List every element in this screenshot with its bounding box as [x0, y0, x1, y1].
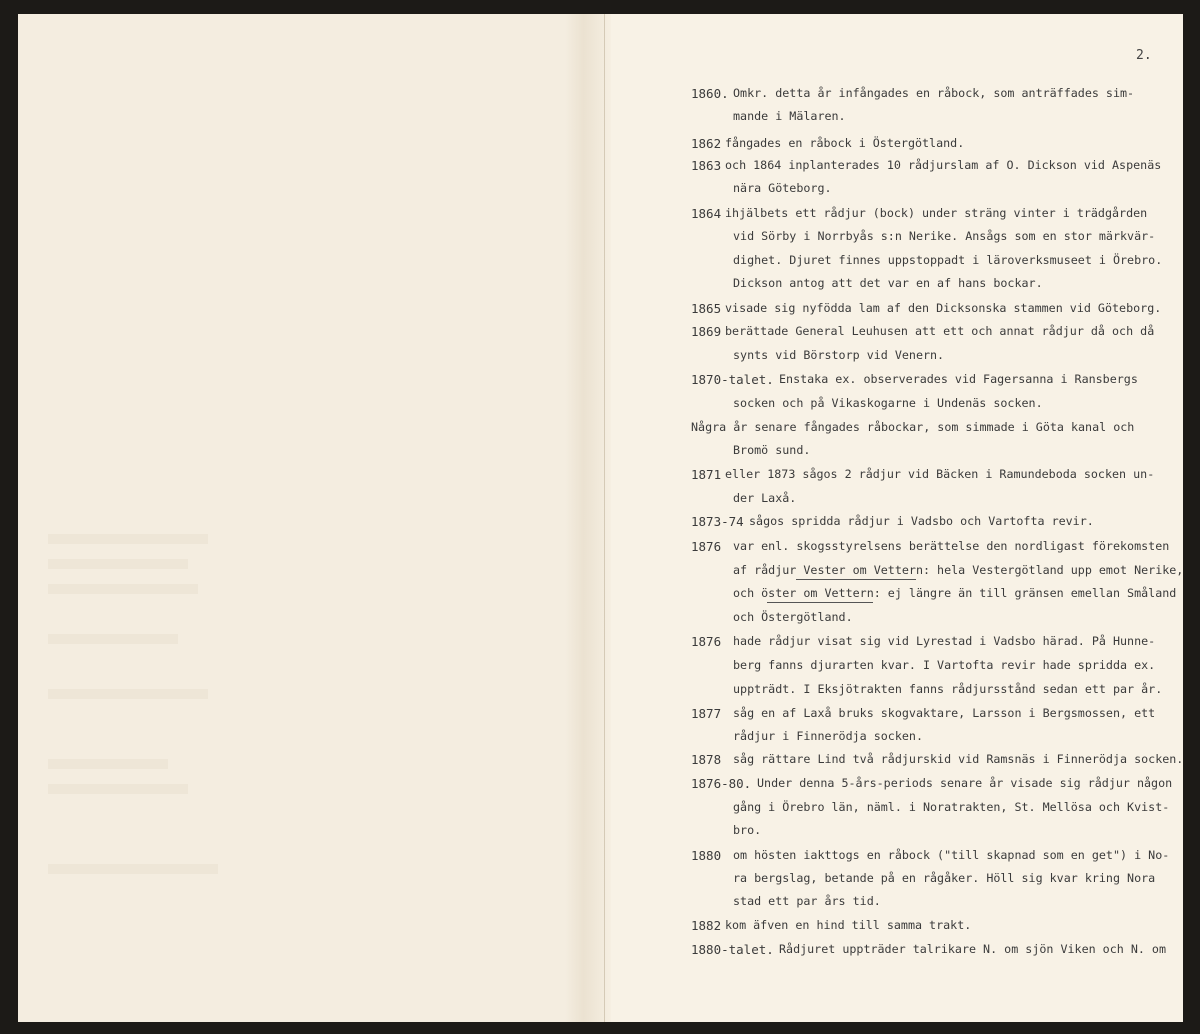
entry-line: der Laxå. [733, 491, 797, 505]
entry-line: Omkr. detta år infångades en råbock, som anträffades sim- [733, 86, 1135, 100]
entry-line: synts vid Börstorp vid Venern. [733, 348, 945, 362]
entry-line: Några år senare fångades råbockar, som simmade i Göta kanal och [691, 420, 1135, 434]
entry-line: fångades en råbock i Östergötland. [725, 136, 965, 150]
entry-year: 1877 [691, 706, 722, 721]
underline-oster-om-vettern [767, 602, 873, 603]
entry-line: och Östergötland. [733, 610, 853, 624]
entry-year: 1882 [691, 918, 722, 933]
entry-line: berättade General Leuhusen att ett och annat rådjur då och då [725, 324, 1155, 338]
entry-line: Under denna 5-års-periods senare år visade sig rådjur någon [757, 776, 1173, 790]
left-page-blank [18, 14, 574, 1022]
entry-line: Dickson antog att det var en af hans bockar. [733, 276, 1043, 290]
entry-year: 1862 [691, 136, 722, 151]
entry-line: Rådjuret uppträder talrikare N. om sjön Viken och N. om [779, 942, 1167, 956]
entry-year: 1878 [691, 752, 722, 767]
entry-year: 1873-74 [691, 514, 744, 529]
entry-line: vid Sörby i Norrbyås s:n Nerike. Ansågs som en stor märkvär- [733, 229, 1156, 243]
entry-line: berg fanns djurarten kvar. I Vartofta revir hade spridda ex. [733, 658, 1156, 672]
entry-line: socken och på Vikaskogarne i Undenäs socken. [733, 396, 1043, 410]
entry-line: och 1864 inplanterades 10 rådjurslam af O. Dickson vid Aspenäs [725, 158, 1162, 172]
entry-line: mande i Mälaren. [733, 109, 846, 123]
entry-line: ra bergslag, betande på en rågåker. Höll sig kvar kring Nora [733, 871, 1156, 885]
entry-line: sågos spridda rådjur i Vadsbo och Vartofta revir. [749, 514, 1094, 528]
entry-year: 1880-talet. [691, 942, 774, 957]
entry-year: 1863 [691, 158, 722, 173]
entry-year: 1876 [691, 539, 722, 554]
entry-line: eller 1873 sågos 2 rådjur vid Bäcken i Ramundeboda socken un- [725, 467, 1155, 481]
entry-year: 1870-talet. [691, 372, 774, 387]
entry-line: såg en af Laxå bruks skogvaktare, Larsson i Bergsmossen, ett [733, 706, 1156, 720]
entry-line: gång i Örebro län, näml. i Noratrakten, St. Mellösa och Kvist- [733, 800, 1170, 814]
entry-year: 1869 [691, 324, 722, 339]
page-number: 2. [1136, 48, 1152, 63]
entry-line: stad ett par års tid. [733, 894, 881, 908]
entry-year: 1876 [691, 634, 722, 649]
entry-line: kom äfven en hind till samma trakt. [725, 918, 972, 932]
entry-line: af rådjur Vester om Vettern: hela Vestergötland upp emot Nerike, [733, 563, 1184, 577]
entry-line: dighet. Djuret finnes uppstoppadt i läroverksmuseet i Örebro. [733, 253, 1163, 267]
entry-line: bro. [733, 823, 762, 837]
entry-line: hade rådjur visat sig vid Lyrestad i Vadsbo härad. På Hunne- [733, 634, 1156, 648]
entry-line: såg rättare Lind två rådjurskid vid Ramsnäs i Finnerödja socken. [733, 752, 1184, 766]
entry-line: och öster om Vettern: ej längre än till gränsen emellan Småland [733, 586, 1177, 600]
entry-line: var enl. skogsstyrelsens berättelse den nordligast förekomsten [733, 539, 1170, 553]
entry-line: uppträdt. I Eksjötrakten fanns rådjursstånd sedan ett par år. [733, 682, 1163, 696]
entry-line: nära Göteborg. [733, 181, 832, 195]
entry-year: 1864 [691, 206, 722, 221]
gutter-edge [604, 14, 605, 1022]
entry-line: Bromö sund. [733, 443, 811, 457]
entry-line: rådjur i Finnerödja socken. [733, 729, 923, 743]
entry-line: ihjälbets ett rådjur (bock) under sträng vinter i trädgården [725, 206, 1148, 220]
entry-year: 1871 [691, 467, 722, 482]
entry-year: 1865 [691, 301, 722, 316]
entry-line: visade sig nyfödda lam af den Dicksonska stammen vid Göteborg. [725, 301, 1162, 315]
entry-year: 1860. [691, 86, 729, 101]
entry-year: 1876-80. [691, 776, 752, 791]
entry-line: om hösten iakttogs en råbock ("till skapnad som en get") i No- [733, 848, 1170, 862]
entry-line: Enstaka ex. observerades vid Fagersanna i Ransbergs [779, 372, 1138, 386]
underline-vester-om-vettern [796, 579, 916, 580]
entry-year: 1880 [691, 848, 722, 863]
